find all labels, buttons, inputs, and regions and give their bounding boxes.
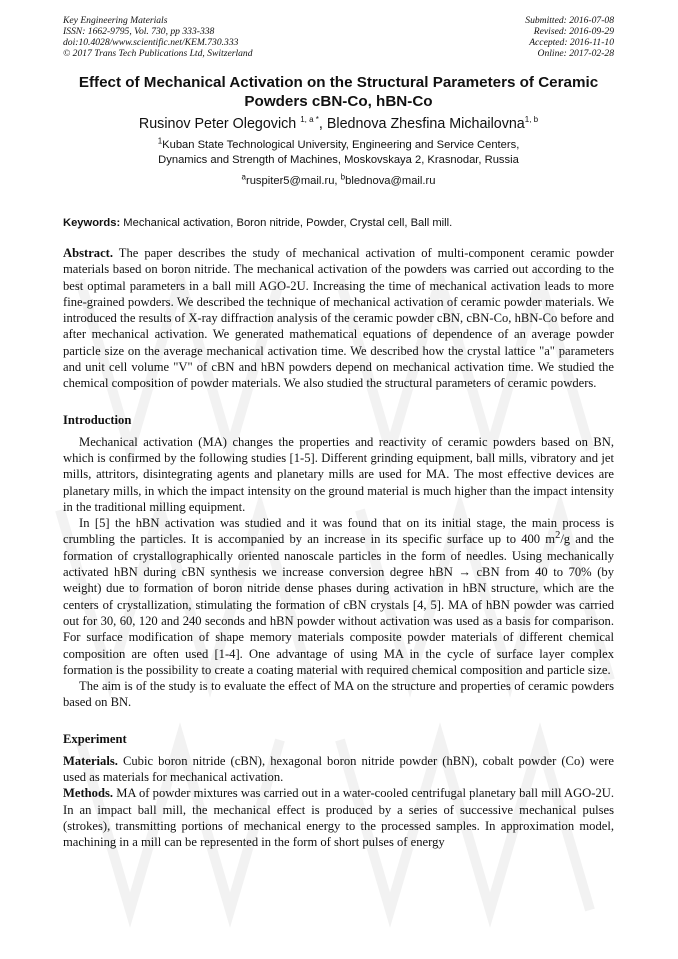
- materials-label: Materials.: [63, 753, 118, 768]
- emails: [63, 174, 614, 189]
- paragraph-2-part-b: /g and the formation of crystallographically oriented nanoscale particles in the form of needles. Using mechanically activated hBN during cBN synthesis we increase conversion degree hBN → cBN from 40 to 70% (by weight) due to formation of boron nitride dense phases during activation in hBN structure, which are the centers of crystallization, stimulating the formation of cBN crystals [4, 5]. MA of hBN powder was carried out for 30, 60, 120 and 240 seconds and hBN powder without activation was used as a basis for comparison. For surface modification of shape memory materials composite powder materials of different chemical composition are often used [1-4]. One advantage of using MA in the cycle of surface layer complex formation is the possibility to create a coating material with required chemical composition and particle size.: [63, 532, 614, 677]
- email-a-mark: a: [241, 172, 246, 182]
- copyright: © 2017 Trans Tech Publications Ltd, Switzerland: [63, 48, 253, 59]
- author-2-marks: 1, b: [524, 115, 539, 125]
- introduction-paragraph-2: [63, 515, 614, 678]
- journal-header: [63, 15, 614, 59]
- author-2: Blednova Zhesfina Michailovna: [326, 116, 525, 132]
- methods-paragraph: [63, 785, 614, 850]
- introduction-paragraph-3: The aim is of the study is to evaluate the effect of MA on the structure and properties of ceramic powders based on BN.: [63, 679, 614, 710]
- keywords-label: Keywords:: [63, 217, 121, 229]
- materials-text: Cubic boron nitride (cBN), hexagonal boron nitride powder (hBN), cobalt powder (Co) were used as materials for mechanical activation.: [63, 753, 614, 785]
- keywords: [63, 216, 614, 231]
- author-1-marks: 1, a *: [300, 115, 319, 125]
- online-date: Online: 2017-02-28: [537, 48, 614, 59]
- title-line-2: Powders cBN-Co, hBN-Co: [244, 93, 433, 110]
- abstract-text: The paper describes the study of mechanical activation of multi-component ceramic powder materials based on boron nitride. The mechanical activation of the powders was carried out according to the best optimal parameters in a ball mill AGO-2U. Increasing the time of mechanical activation leads to more fine-grained powders. We described the technique of mechanical activation of ceramic powder materials. We introduced the results of X-ray diffraction analysis of the ceramic powder cBN, cBN-Co, hBN-Co before and after mechanical activation. We generated mathematical equations of dependence of an average powder particle size on the average mechanical activation time. We described how the crystal lattice "a" parameters and unit cell volume "V" of cBN and hBN powders depend on mechanical activation time. We studied the chemical composition of powder materials. We also studied the structural parameters of ceramic powders.: [63, 246, 614, 391]
- materials-paragraph: [63, 753, 614, 786]
- methods-text: MA of powder mixtures was carried out in a water-cooled centrifugal planetary ball mill AGO-2U. In an impact ball mill, the mechanical effect is produced by a series of successive mechanical pulses (strokes), transmitting portions of mechanical energy to the processed samples. In approximation model, machining in a mill can be represented in the form of short pulses of energy: [63, 786, 614, 850]
- introduction-paragraph-1: Mechanical activation (MA) changes the properties and reactivity of ceramic powders based on BN, which is confirmed by the following studies [1-5]. Different grinding equipment, ball mills, vibratory and jet mills, attritors, disintegrating agents and planetary mills are used for MA. The most effective devices are planetary mills, in which the impact intensity on the ground material is much higher than the impact intensity in the traditional milling equipment.: [63, 434, 614, 514]
- keywords-text: Mechanical activation, Boron nitride, Powder, Crystal cell, Ball mill.: [120, 217, 453, 229]
- doi: doi:10.4028/www.scientific.net/KEM.730.333: [63, 37, 239, 48]
- journal-name: Key Engineering Materials: [63, 15, 168, 26]
- methods-label: Methods.: [63, 786, 114, 801]
- affiliation-line-1: Kuban State Technological University, Engineering and Service Centers,: [162, 139, 520, 151]
- email-b-mark: b: [340, 172, 346, 182]
- issn: ISSN: 1662-9795, Vol. 730, pp 333-338: [63, 26, 215, 37]
- experiment-heading: Experiment: [63, 731, 127, 746]
- affiliation: [63, 138, 614, 168]
- abstract: [63, 245, 614, 392]
- revised-date: Revised: 2016-09-29: [533, 26, 614, 37]
- paper-page: [63, 15, 614, 851]
- introduction-heading: Introduction: [63, 412, 132, 427]
- paragraph-2-part-a: In [5] the hBN activation was studied and it was found that on its initial stage, the main process is crumbling the particles. It is accompanied by an increase in its specific surface up to 400 m: [63, 516, 614, 547]
- title-line-1: Effect of Mechanical Activation on the Structural Parameters of Ceramic: [78, 74, 599, 91]
- affiliation-line-2: Dynamics and Strength of Machines, Moskovskaya 2, Krasnodar, Russia: [158, 154, 519, 166]
- author-1: Rusinov Peter Olegovich: [138, 116, 297, 132]
- submitted-date: Submitted: 2016-07-08: [525, 15, 614, 26]
- email-a: ruspiter5@mail.ru,: [245, 175, 341, 187]
- accepted-date: Accepted: 2016-11-10: [529, 37, 614, 48]
- author-separator: ,: [318, 116, 327, 132]
- dates-info: [525, 15, 614, 59]
- affiliation-mark: 1: [157, 136, 163, 146]
- email-b: blednova@mail.ru: [345, 175, 436, 187]
- abstract-label: Abstract.: [63, 246, 114, 260]
- paper-title: [63, 73, 614, 111]
- unit-superscript: 2: [555, 530, 561, 542]
- journal-info: [63, 15, 253, 59]
- authors: [63, 115, 614, 133]
